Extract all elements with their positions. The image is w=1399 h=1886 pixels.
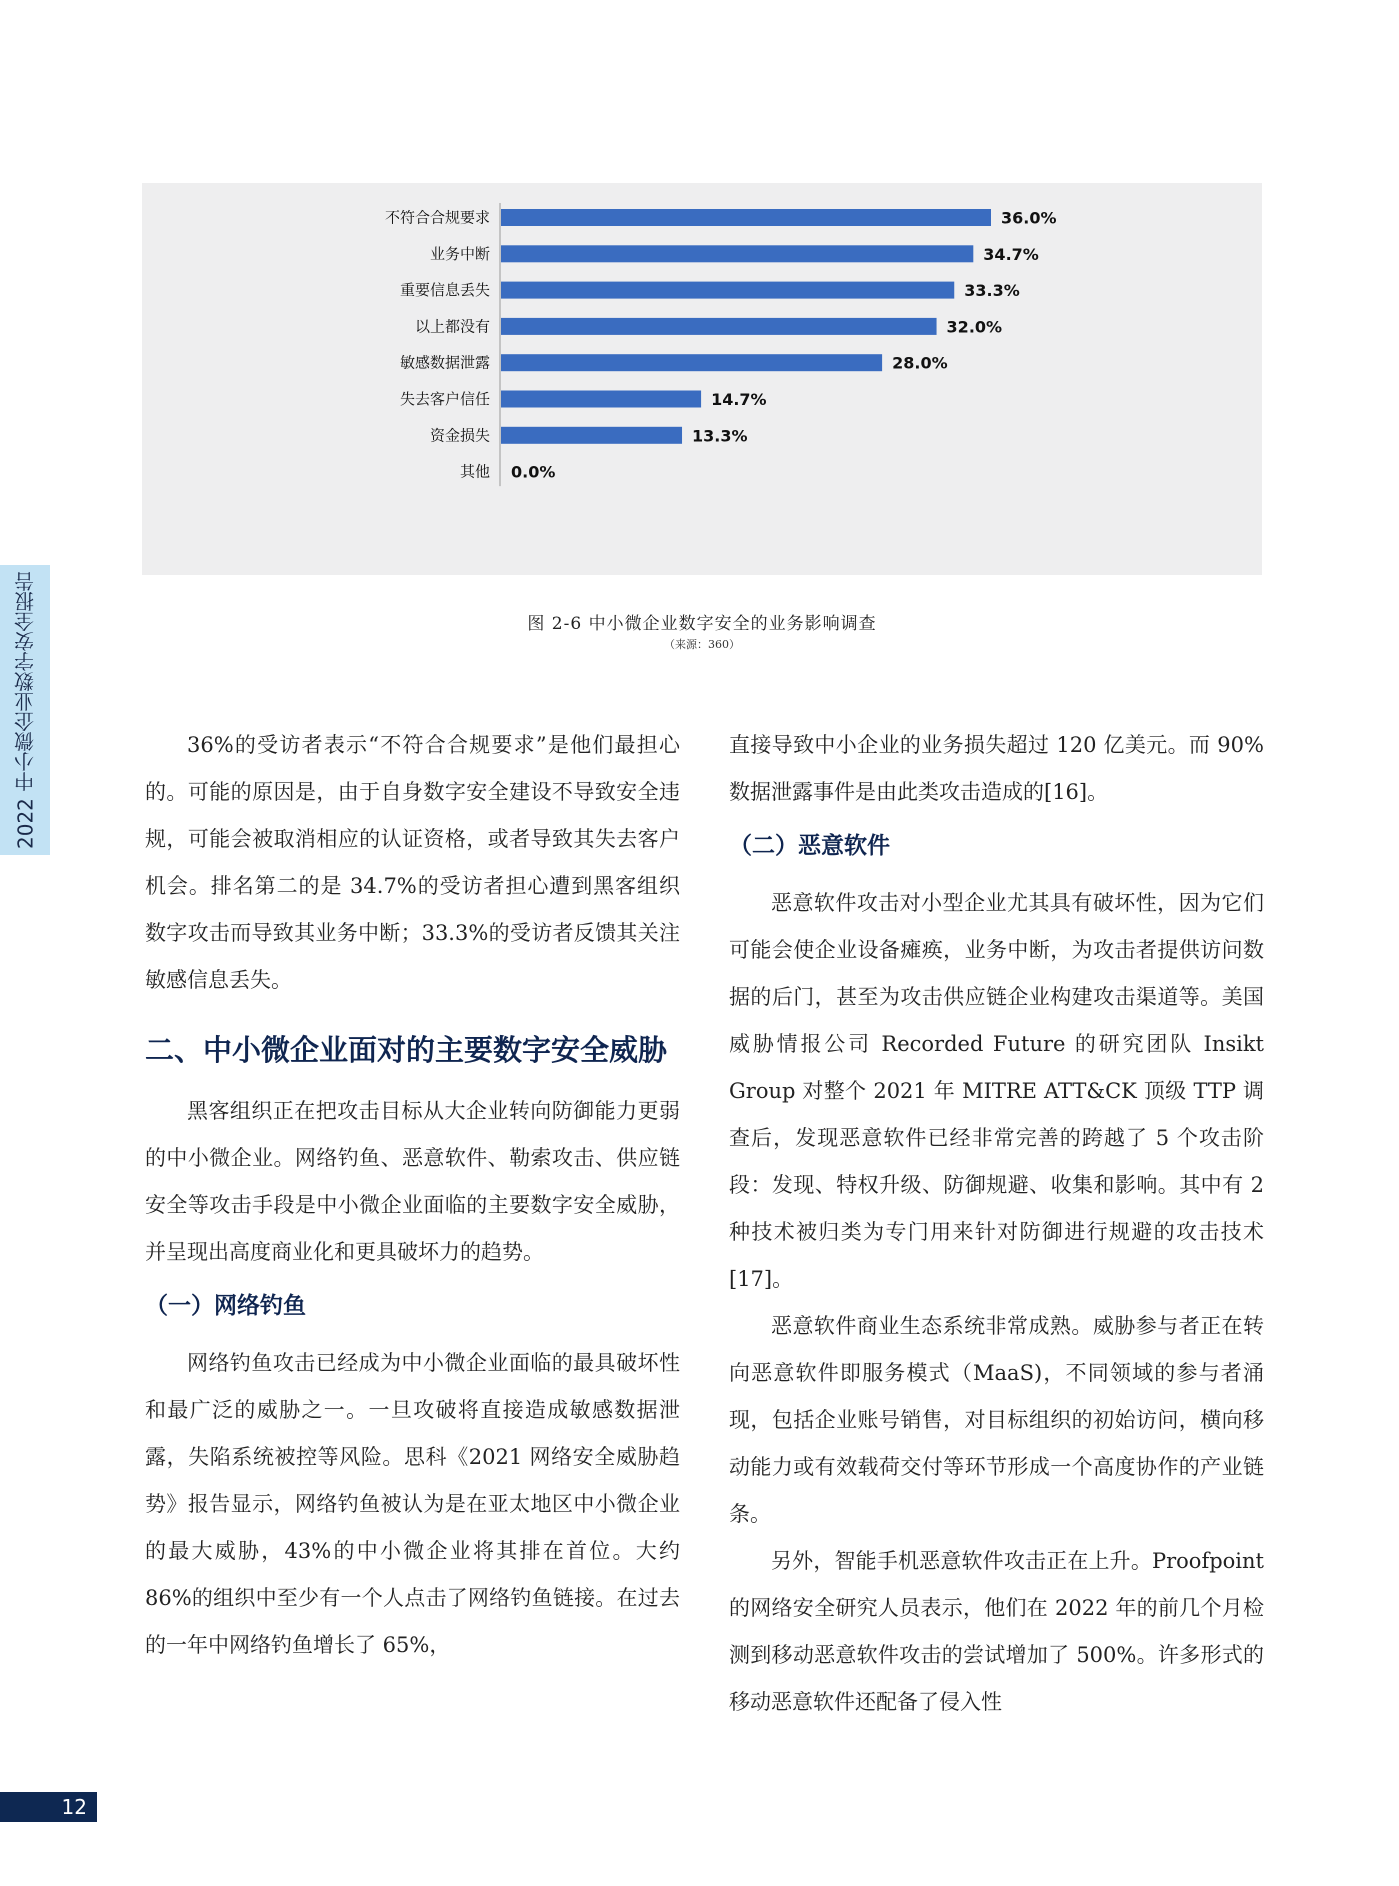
paragraph: 恶意软件攻击对小型企业尤其具有破坏性，因为它们可能会使企业设备瘫痪，业务中断，为攻击者提供访问数据的后门，甚至为攻击供应链企业构建攻击渠道等。美国威胁情报公司 Recorded Future 的研究团队 Insikt Group 对整个 2021 年 MITRE ATT&CK 顶级 TTP 调查后，发现恶意软件已经非常完善的跨越了 5 个攻击阶段：发现、特权升级、防御规避、收集和影响。其中有 2 种技术被归类为专门用来针对防御进行规避的攻击技术[17]。 xyxy=(729,891,1264,1291)
subsection-heading-phishing: （一）网络钓鱼 xyxy=(145,1293,306,1319)
paragraph: 36%的受访者表示“不符合合规要求”是他们最担心的。可能的原因是，由于自身数字安全建设不导致安全违规，可能会被取消相应的认证资格，或者导致其失去客户机会。排名第二的是 34.7%的受访者担心遭到黑客组织数字攻击而导致其业务中断；33.3%的受访者反馈其关注敏感信息丢失。 xyxy=(145,733,680,992)
section-heading: 二、中小微企业面对的主要数字安全威胁 xyxy=(145,1033,668,1067)
value-label: 28.0% xyxy=(892,353,948,373)
value-label: 32.0% xyxy=(946,317,1003,337)
paragraph: 另外，智能手机恶意软件攻击正在上升。Proofpoint 的网络安全研究人员表示，他们在 2022 年的前几个月检测到移动恶意软件攻击的尝试增加了 500%。许多形式的移动恶意软件还配备了侵入性 xyxy=(729,1549,1264,1714)
category-label: 以上都没有 xyxy=(414,317,490,336)
bar xyxy=(501,282,954,299)
value-label: 36.0% xyxy=(1001,208,1057,228)
category-label: 业务中断 xyxy=(429,244,490,263)
figure-source: （来源：360） xyxy=(664,638,740,651)
category-label: 失去客户信任 xyxy=(399,390,490,408)
page-number: 12 xyxy=(0,1792,97,1822)
bar xyxy=(501,209,991,226)
paragraph: 恶意软件商业生态系统非常成熟。威胁参与者正在转向恶意软件即服务模式（MaaS)，不同领域的参与者涌现，包括企业账号销售，对目标组织的初始访问，横向移动能力或有效载荷交付等环节形成一个高度协作的产业链条。 xyxy=(729,1314,1264,1526)
value-label: 13.3% xyxy=(692,426,748,446)
bar xyxy=(501,427,682,444)
category-label: 重要信息丢失 xyxy=(399,281,490,300)
value-label: 0.0% xyxy=(511,462,556,482)
bar-chart-panel xyxy=(142,183,1262,575)
value-label: 33.3% xyxy=(964,281,1020,301)
category-label: 不符合合规要求 xyxy=(384,208,490,227)
category-label: 敏感数据泄露 xyxy=(399,353,490,372)
paragraph: 网络钓鱼攻击已经成为中小微企业面临的最具破坏性和最广泛的威胁之一。一旦攻破将直接造成敏感数据泄露，失陷系统被控等风险。思科《2021 网络安全威胁趋势》报告显示，网络钓鱼被认为是在亚太地区中小微企业的最大威胁，43%的中小微企业将其排在首位。大约 86%的组织中至少有一个人点击了网络钓鱼链接。在过去的一年中网络钓鱼增长了 65%， xyxy=(145,1351,680,1657)
left-column xyxy=(145,722,680,1669)
bar-chart xyxy=(142,183,1262,575)
figure-caption: 图 2-6 中小微企业数字安全的业务影响调查 xyxy=(527,614,877,634)
category-label: 其他 xyxy=(459,462,490,481)
value-label: 34.7% xyxy=(983,244,1039,264)
subsection-heading-malware: （二）恶意软件 xyxy=(729,833,890,859)
category-label: 资金损失 xyxy=(429,426,490,445)
paragraph: 黑客组织正在把攻击目标从大企业转向防御能力更弱的中小微企业。网络钓鱼、恶意软件、勒索攻击、供应链安全等攻击手段是中小微企业面临的主要数字安全威胁，并呈现出高度商业化和更具破坏力的趋势。 xyxy=(145,1099,680,1264)
value-label: 14.7% xyxy=(711,390,767,409)
paragraph: 直接导致中小企业的业务损失超过 120 亿美元。而 90%数据泄露事件是由此类攻击造成的[16]。 xyxy=(729,733,1264,804)
bar xyxy=(501,354,882,371)
bar xyxy=(501,391,701,408)
sidebar-report-title: 2022 中小微企业数字安全报告 xyxy=(13,571,38,849)
bar xyxy=(501,245,973,262)
right-column xyxy=(729,722,1264,1726)
bar xyxy=(501,318,937,335)
